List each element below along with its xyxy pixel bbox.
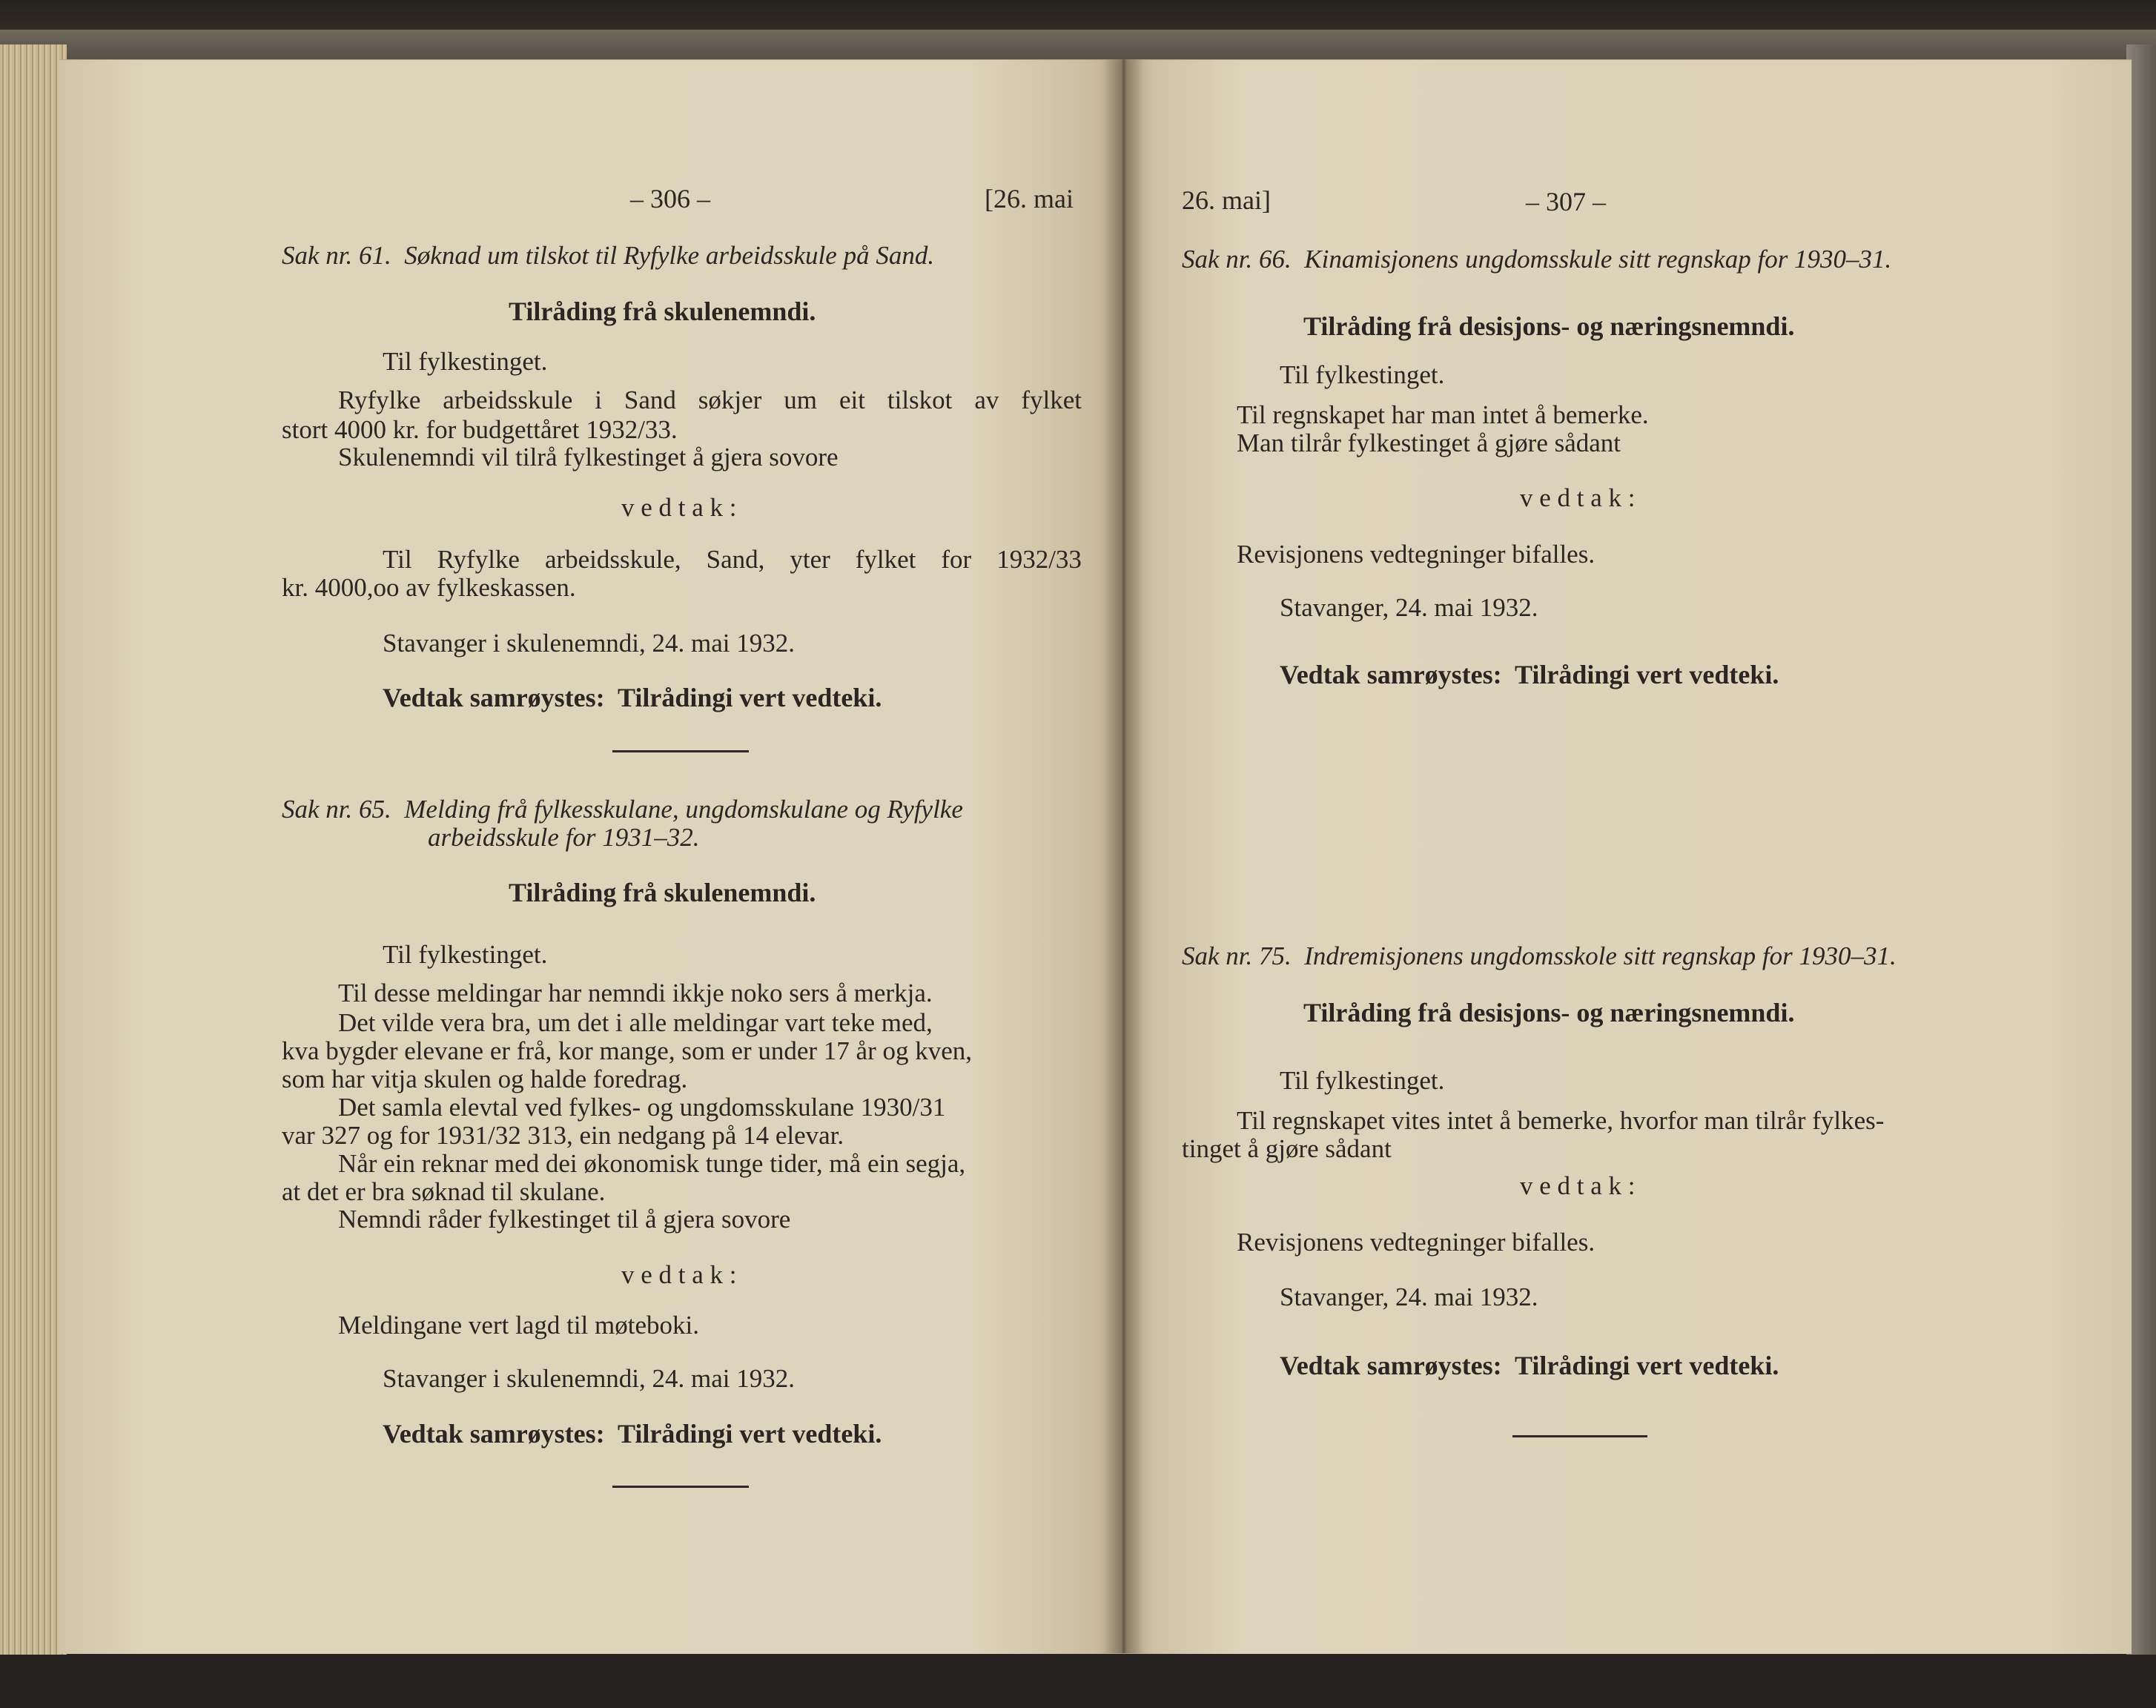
- section-heading: Tilråding frå desisjons- og næringsnemndi.: [1303, 998, 1795, 1027]
- separator-rule: [1512, 1435, 1647, 1437]
- case-label: Sak nr. 75.: [1182, 941, 1292, 970]
- body-line: Man tilrår fylkestinget å gjøre sådant: [1237, 428, 1621, 457]
- vedtak-label: v e d t a k :: [621, 1260, 737, 1289]
- case-label: Sak nr. 61.: [282, 241, 391, 270]
- case-label: Sak nr. 65.: [282, 795, 391, 824]
- date-header: [26. mai: [985, 184, 1074, 214]
- place-date: Stavanger, 24. mai 1932.: [1280, 593, 1538, 622]
- case-subject: Melding frå fylkesskulane, ungdomskulane og Ryfylke: [404, 795, 963, 824]
- body-line: som har vitja skulen og halde foredrag.: [282, 1065, 688, 1093]
- place-date: Stavanger, 24. mai 1932.: [1280, 1282, 1538, 1311]
- case-label: Sak nr. 66.: [1182, 245, 1292, 274]
- page-number: – 307 –: [1526, 187, 1606, 216]
- addressee: Til fylkestinget.: [383, 940, 548, 969]
- section-heading: Tilråding frå skulenemndi.: [509, 878, 816, 907]
- place-date: Stavanger i skulenemndi, 24. mai 1932.: [383, 629, 796, 658]
- body-line: stort 4000 kr. for budgettåret 1932/33.: [282, 415, 678, 444]
- resolution: Vedtak samrøystes: Tilrådingi vert vedteki.: [1280, 660, 1779, 689]
- decision-line: kr. 4000,oo av fylkeskassen.: [282, 573, 576, 602]
- resolution: Vedtak samrøystes: Tilrådingi vert vedteki.: [383, 683, 882, 712]
- addressee: Til fylkestinget.: [383, 347, 548, 376]
- body-line: kva bygder elevane er frå, kor mange, som er under 17 år og kven,: [282, 1036, 973, 1065]
- addressee: Til fylkestinget.: [1280, 360, 1445, 389]
- body-line: Til regnskapet vites intet å bemerke, hvorfor man tilrår fylkes-: [1237, 1106, 1885, 1135]
- book-gutter: [1103, 59, 1144, 1653]
- body-line: Ryfylke arbeidsskule i Sand søkjer um eit tilskot av fylket: [338, 385, 1082, 414]
- section-heading: Tilråding frå desisjons- og næringsnemndi.: [1303, 311, 1795, 341]
- case-subject: Kinamisjonens ungdomsskule sitt regnskap for 1930–31.: [1304, 245, 1892, 274]
- vedtak-label: v e d t a k :: [1520, 483, 1636, 512]
- case-title: [1182, 245, 1891, 274]
- decision-line: Meldingane vert lagd til møteboki.: [338, 1311, 699, 1340]
- section-heading: Tilråding frå skulenemndi.: [509, 297, 816, 326]
- body-line: Det samla elevtal ved fylkes- og ungdomsskulane 1930/31: [338, 1093, 946, 1122]
- body-line: at det er bra søknad til skulane.: [282, 1177, 606, 1206]
- separator-rule: [612, 750, 749, 752]
- body-line: Nemndi råder fylkestinget til å gjera sovore: [338, 1205, 791, 1234]
- body-line: Når ein reknar med dei økonomisk tunge tider, må ein segja,: [338, 1149, 966, 1178]
- case-subject-cont: arbeidsskule for 1931–32.: [428, 823, 700, 852]
- date-header: 26. mai]: [1182, 185, 1271, 215]
- body-line: tinget å gjøre sådant: [1182, 1134, 1392, 1163]
- case-title: [282, 795, 963, 824]
- resolution: Vedtak samrøystes: Tilrådingi vert vedteki.: [1280, 1351, 1779, 1380]
- addressee: Til fylkestinget.: [1280, 1066, 1445, 1095]
- resolution: Vedtak samrøystes: Tilrådingi vert vedteki.: [383, 1419, 882, 1449]
- decision-line: Til Ryfylke arbeidsskule, Sand, yter fylket for 1932/33: [383, 545, 1082, 574]
- decision-line: Revisjonens vedtegninger bifalles.: [1237, 1228, 1595, 1257]
- vedtak-label: v e d t a k :: [621, 493, 737, 522]
- body-line: Til desse meldingar har nemndi ikkje noko sers å merkja.: [338, 979, 933, 1007]
- separator-rule: [612, 1486, 749, 1488]
- bottom-background: [0, 1655, 2156, 1708]
- body-line: Til regnskapet har man intet å bemerke.: [1237, 400, 1649, 429]
- place-date: Stavanger i skulenemndi, 24. mai 1932.: [383, 1364, 796, 1393]
- case-subject: Søknad um tilskot til Ryfylke arbeidsskule på Sand.: [404, 241, 935, 270]
- page-number: – 306 –: [630, 184, 710, 214]
- body-line: Skulenemndi vil tilrå fylkestinget å gjera sovore: [338, 443, 839, 471]
- right-page: [1123, 59, 2132, 1654]
- case-title: [282, 241, 1023, 271]
- vedtak-label: v e d t a k :: [1520, 1171, 1636, 1200]
- decision-line: Revisjonens vedtegninger bifalles.: [1237, 540, 1595, 569]
- body-line: Det vilde vera bra, um det i alle meldingar vart teke med,: [338, 1008, 933, 1037]
- case-subject: Indremisjonens ungdomsskole sitt regnskap for 1930–31.: [1304, 941, 1897, 970]
- body-line: var 327 og for 1931/32 313, ein nedgang på 14 elevar.: [282, 1121, 844, 1150]
- case-title: [1182, 941, 1897, 971]
- page-block-edge: [0, 44, 67, 1661]
